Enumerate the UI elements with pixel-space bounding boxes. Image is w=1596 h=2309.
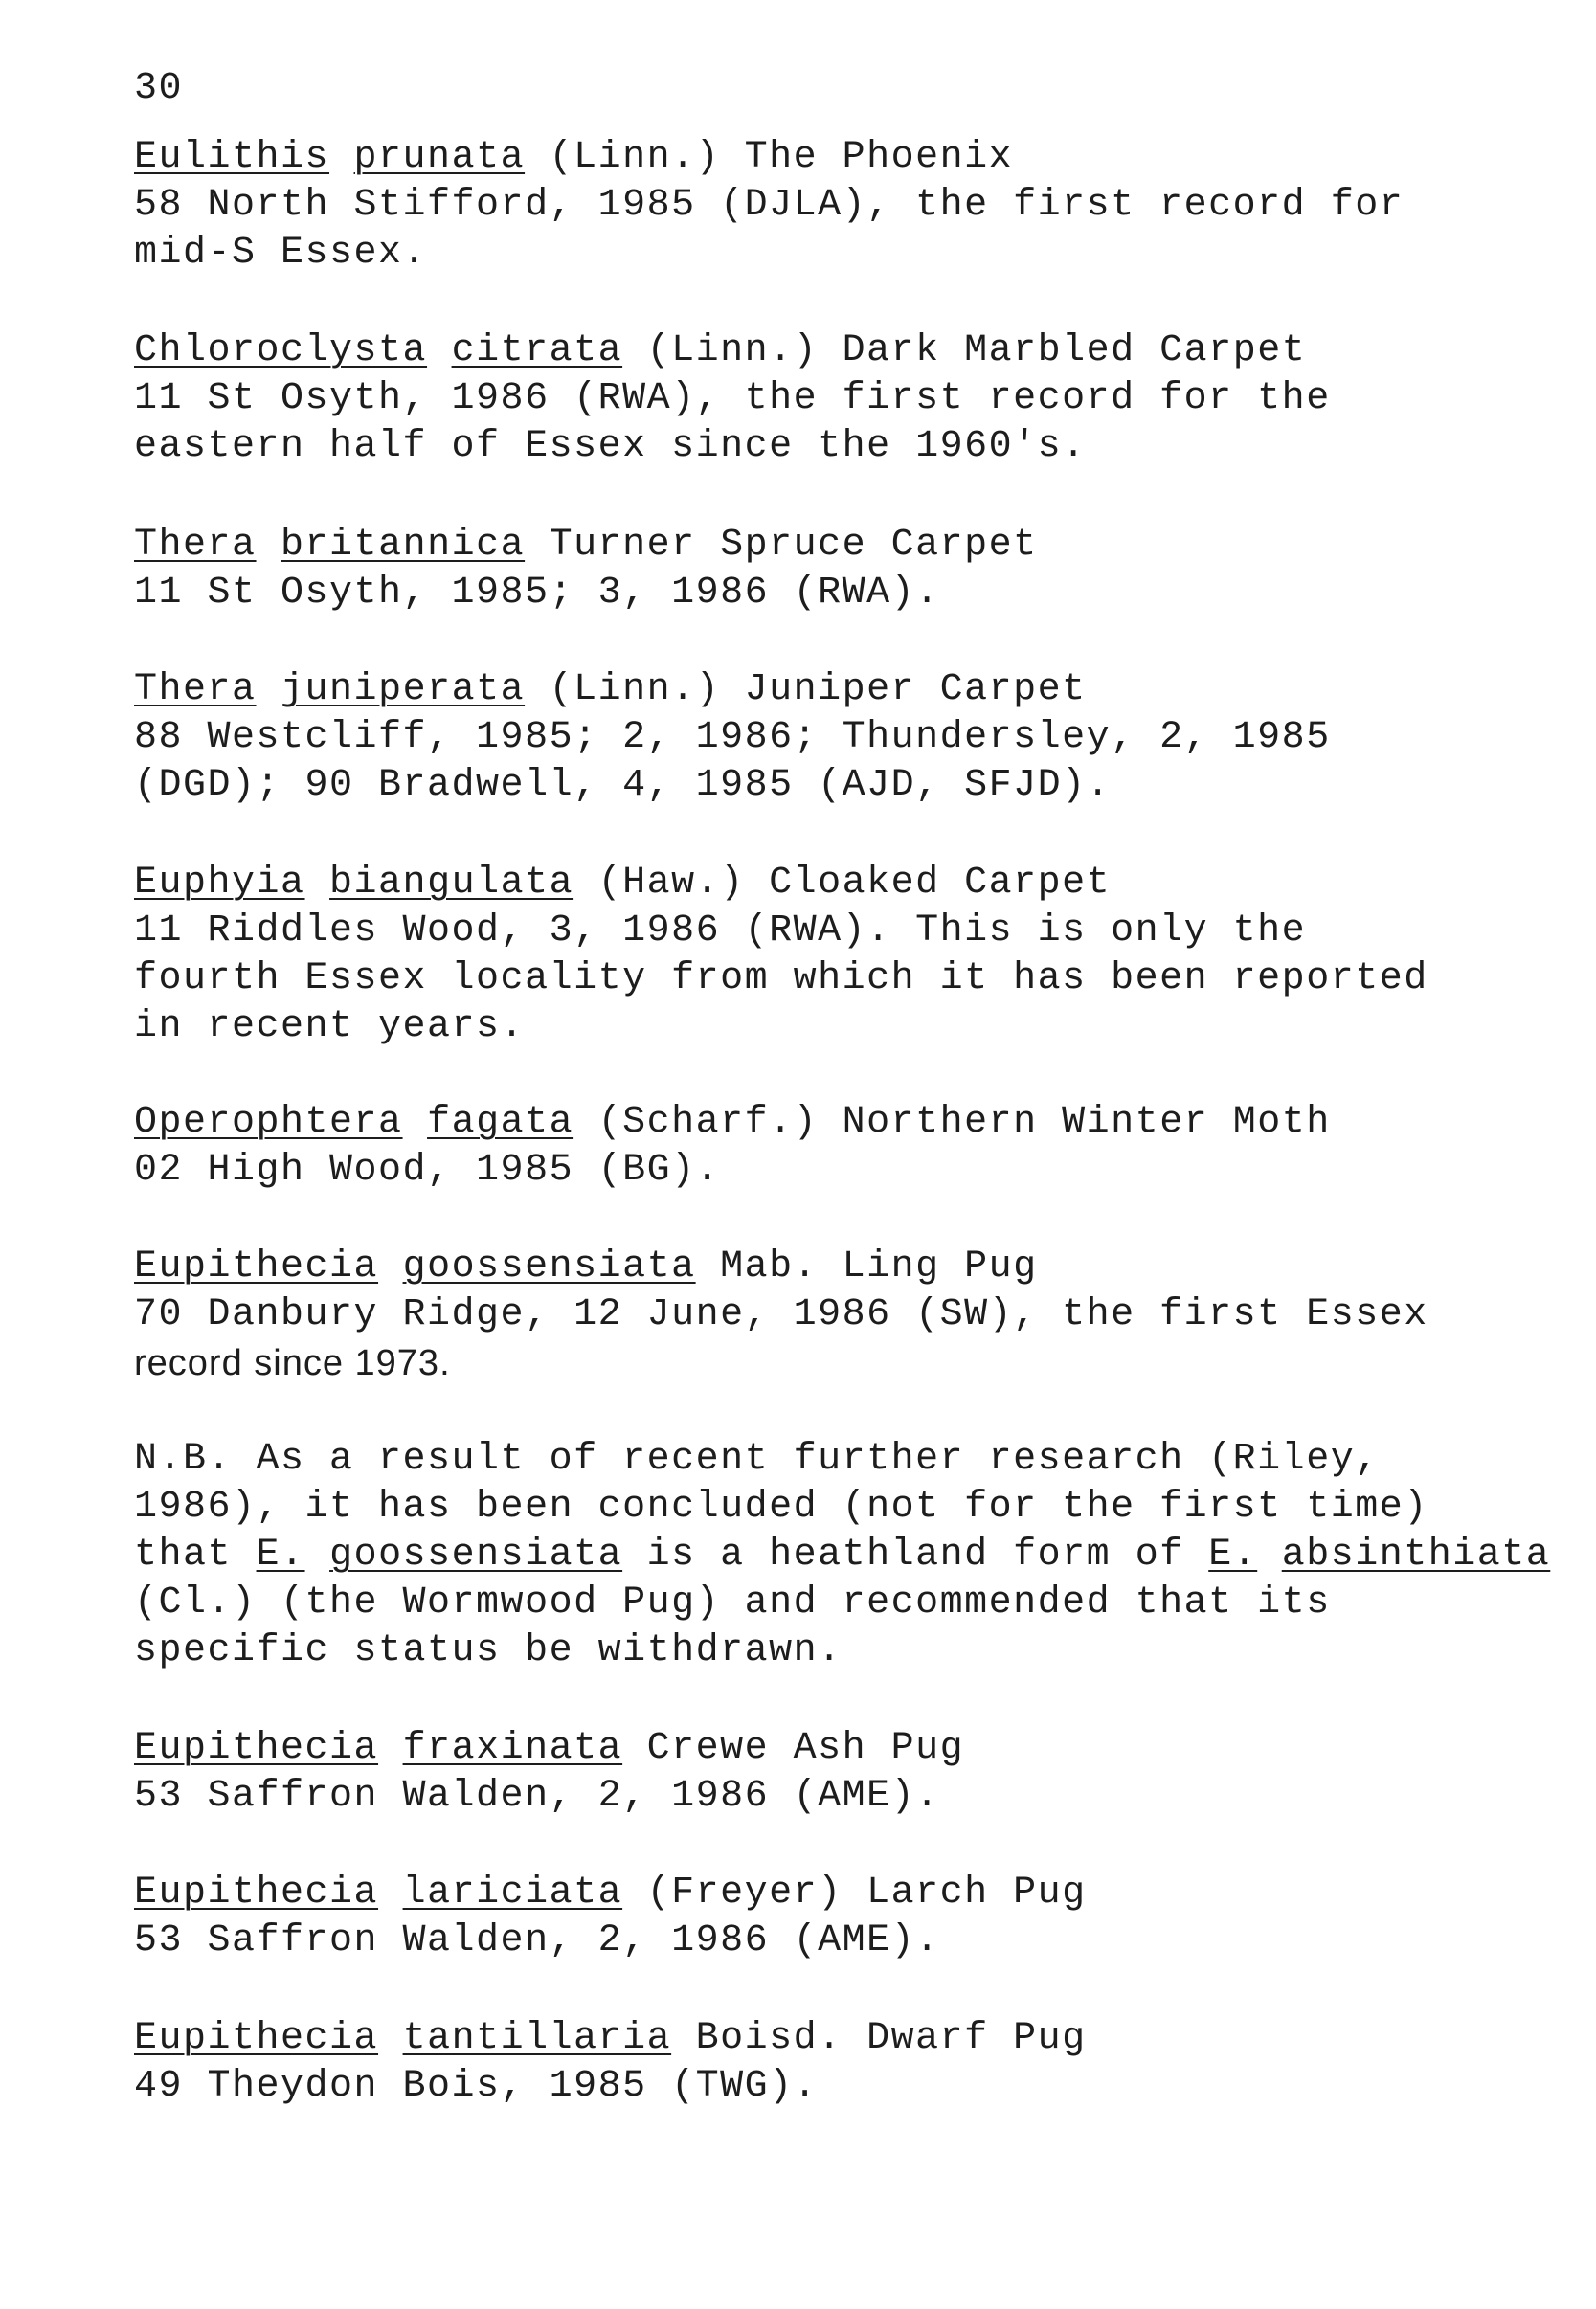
species-heading <box>134 666 1551 714</box>
record-line: eastern half of Essex since the 1960's. <box>134 425 1087 468</box>
genus-name: Eupithecia <box>134 2017 379 2060</box>
species-entry <box>134 1870 1551 1965</box>
record-line: 53 Saffron Walden, 2, 1986 (AME). <box>134 1775 940 1818</box>
species-entry <box>134 2015 1551 2111</box>
note-text: that <box>134 1534 257 1577</box>
species-heading <box>134 1725 1551 1773</box>
note-line <box>134 1532 1551 1580</box>
record-line: 11 St Osyth, 1986 (RWA), the first record for the <box>134 377 1331 420</box>
record-line: 70 Danbury Ridge, 12 June, 1986 (SW), the first Essex <box>134 1293 1428 1336</box>
heading-rest: Turner Spruce Carpet <box>525 524 1038 567</box>
species-entry <box>134 327 1551 471</box>
species-name: biangulata <box>329 862 574 905</box>
record-line: 58 North Stifford, 1985 (DJLA), the first record for <box>134 184 1405 227</box>
species-heading <box>134 522 1551 570</box>
genus-name: Thera <box>134 668 257 711</box>
species-entry <box>134 134 1551 278</box>
heading-rest: (Linn.) The Phoenix <box>525 136 1014 179</box>
record-line: 53 Saffron Walden, 2, 1986 (AME). <box>134 1919 940 1962</box>
species-name: citrata <box>451 329 623 372</box>
research-note <box>134 1436 1551 1675</box>
species-name: fagata <box>427 1101 574 1144</box>
species-entry <box>134 860 1551 1051</box>
species-heading <box>134 134 1551 182</box>
species-entry <box>134 1725 1551 1821</box>
genus-name: Euphyia <box>134 862 305 905</box>
record-line: 49 Theydon Bois, 1985 (TWG). <box>134 2065 819 2108</box>
genus-name: Chloroclysta <box>134 329 428 372</box>
species-name: goossensiata <box>402 1245 696 1289</box>
species-entry <box>134 522 1551 617</box>
species-name: tantillaria <box>402 2017 672 2060</box>
genus-name: Thera <box>134 524 257 567</box>
heading-rest: (Linn.) Juniper Carpet <box>525 668 1087 711</box>
species-heading <box>134 327 1551 375</box>
species-name: britannica <box>281 524 526 567</box>
note-line: 1986), it has been concluded (not for the first time) <box>134 1486 1428 1529</box>
species-entry <box>134 1244 1551 1387</box>
genus-name: Eupithecia <box>134 1245 379 1289</box>
handwritten-addition: record since 1973. <box>134 1343 451 1383</box>
species-name: fraxinata <box>402 1727 623 1770</box>
note-line: specific status be withdrawn. <box>134 1629 843 1672</box>
species-name: lariciata <box>402 1872 623 1915</box>
heading-rest: Boisd. Dwarf Pug <box>671 2017 1087 2060</box>
genus-name: Eupithecia <box>134 1872 379 1915</box>
genus-name: Operophtera <box>134 1101 403 1144</box>
species-name: juniperata <box>281 668 526 711</box>
species-heading <box>134 1870 1551 1917</box>
record-line: 11 Riddles Wood, 3, 1986 (RWA). This is only the <box>134 909 1307 953</box>
record-line: fourth Essex locality from which it has been reported <box>134 957 1428 1000</box>
genus-name: Eulithis <box>134 136 330 179</box>
record-line: (DGD); 90 Bradwell, 4, 1985 (AJD, SFJD). <box>134 764 1112 807</box>
note-text: is a heathland form of <box>622 1534 1209 1577</box>
species-entry <box>134 1099 1551 1195</box>
heading-rest: (Scharf.) Northern Winter Moth <box>573 1101 1331 1144</box>
heading-rest: (Haw.) Cloaked Carpet <box>573 862 1112 905</box>
page-number: 30 <box>134 67 184 110</box>
species-heading <box>134 1244 1551 1291</box>
record-line: 02 High Wood, 1985 (BG). <box>134 1149 721 1192</box>
record-line: 11 St Osyth, 1985; 3, 1986 (RWA). <box>134 572 940 615</box>
heading-rest: (Freyer) Larch Pug <box>622 1872 1087 1915</box>
heading-rest: Crewe Ash Pug <box>622 1727 965 1770</box>
species-heading <box>134 1099 1551 1147</box>
record-line: mid-S Essex. <box>134 232 428 275</box>
note-line: N.B. As a result of recent further research (Riley, <box>134 1438 1380 1481</box>
genus-name: Eupithecia <box>134 1727 379 1770</box>
species-heading <box>134 860 1551 908</box>
species-entry <box>134 666 1551 810</box>
species-name: goossensiata <box>329 1534 623 1577</box>
genus-abbrev: E. <box>1208 1534 1258 1577</box>
record-line: 88 Westcliff, 1985; 2, 1986; Thundersley, 2, 1985 <box>134 716 1331 759</box>
species-name: prunata <box>353 136 526 179</box>
species-name: absinthiata <box>1281 1534 1551 1577</box>
genus-abbrev: E. <box>256 1534 305 1577</box>
species-heading <box>134 2015 1551 2063</box>
record-line: in recent years. <box>134 1005 526 1048</box>
note-line: (Cl.) (the Wormwood Pug) and recommended that its <box>134 1581 1331 1625</box>
heading-rest: (Linn.) Dark Marbled Carpet <box>622 329 1307 372</box>
heading-rest: Mab. Ling Pug <box>695 1245 1038 1289</box>
